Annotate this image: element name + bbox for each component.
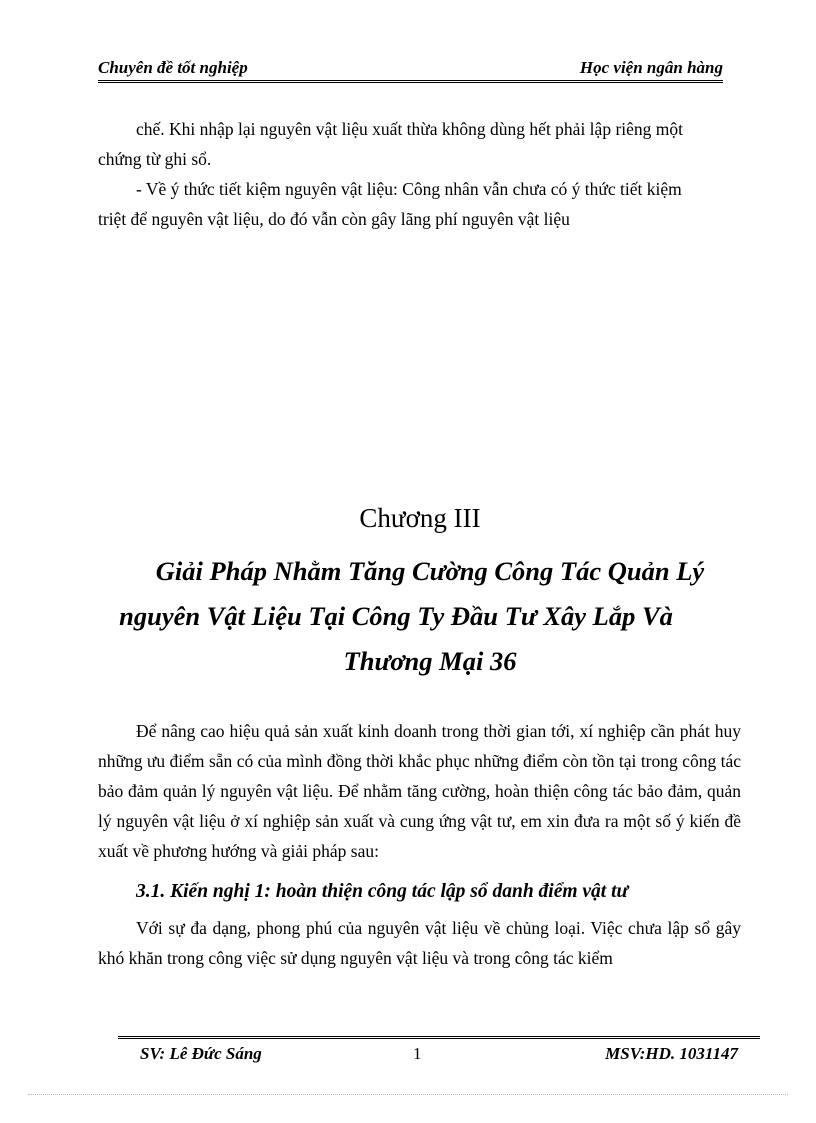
chapter-title bbox=[110, 549, 750, 684]
header-institution: Học viện ngân hàng bbox=[579, 58, 723, 77]
section-heading: 3.1. Kiến nghị 1: hoàn thiện công tác lập sổ danh điểm vật tư bbox=[136, 881, 629, 902]
paragraph-line: - Về ý thức tiết kiệm nguyên vật liệu: Công nhân vẫn chưa có ý thức tiết kiệm bbox=[136, 179, 682, 199]
footer-student-name: SV: Lê Đức Sáng bbox=[140, 1044, 262, 1063]
page-footer bbox=[118, 1044, 738, 1068]
paragraph-saving-awareness bbox=[98, 174, 741, 234]
chapter-title-line: nguyên Vật Liệu Tại Công Ty Đầu Tư Xây Lắp Và bbox=[119, 601, 673, 631]
chapter-title-line: Thương Mại 36 bbox=[343, 646, 517, 676]
paragraph-introduction: Để nâng cao hiệu quả sản xuất kinh doanh trong thời gian tới, xí nghiệp cần phát huy những ưu điểm sẵn có của mình đồng thời khắc phục những điểm còn tồn tại trong công tác bảo đảm quản lý nguyên vật liệu. Để nhằm tăng cường, hoàn thiện công tác bảo đảm, quản lý nguyên vật liệu ở xí nghiệp sản xuất và cung ứng vật tư, em xin đưa ra một số ý kiến đề xuất về phương hướng và giải pháp sau: bbox=[98, 721, 741, 861]
page-header bbox=[98, 56, 723, 83]
footer-divider bbox=[118, 1036, 760, 1043]
page-number: 1 bbox=[413, 1044, 422, 1063]
paragraph-line: chứng từ ghi sổ. bbox=[98, 149, 212, 169]
footer-student-id: MSV:HD. 1031147 bbox=[605, 1044, 738, 1063]
paragraph-record-keeping bbox=[98, 114, 741, 174]
paragraph-line: chế. Khi nhập lại nguyên vật liệu xuất thừa không dùng hết phải lập riêng một bbox=[136, 119, 683, 139]
page-bottom-dotted-line bbox=[28, 1094, 788, 1095]
paragraph-line: triệt để nguyên vật liệu, do đó vẫn còn gây lãng phí nguyên vật liệu bbox=[98, 209, 570, 229]
header-thesis-title: Chuyên đề tốt nghiệp bbox=[98, 58, 248, 77]
chapter-label: Chương III bbox=[359, 503, 481, 533]
chapter-title-line: Giải Pháp Nhằm Tăng Cường Công Tác Quản Lý bbox=[155, 556, 705, 586]
paragraph-material-diversity: Với sự đa dạng, phong phú của nguyên vật liệu về chủng loại. Việc chưa lập sổ gây khó khăn trong công việc sử dụng nguyên vật liệu và trong công tác kiểm bbox=[98, 918, 741, 968]
